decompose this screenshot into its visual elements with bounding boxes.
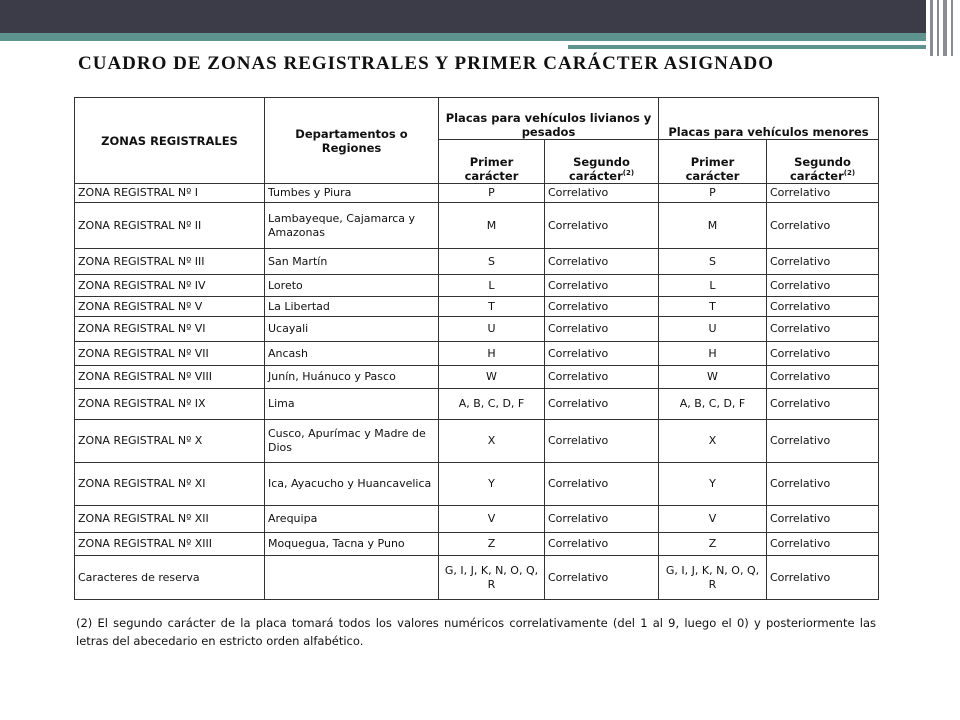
- cell-primer-menores: M: [659, 203, 767, 249]
- cell-departamento: Cusco, Apurímac y Madre de Dios: [265, 420, 439, 463]
- cell-zona: Caracteres de reserva: [75, 556, 265, 600]
- cell-primer-menores: P: [659, 184, 767, 203]
- cell-segundo-livianos: Correlativo: [545, 184, 659, 203]
- table-row: [75, 203, 879, 249]
- header-livianos: Placas para vehículos livianos y pesados: [439, 98, 659, 140]
- cell-zona: ZONA REGISTRAL Nº IX: [75, 389, 265, 420]
- cell-primer-menores: Z: [659, 533, 767, 556]
- cell-segundo-menores: Correlativo: [767, 275, 879, 297]
- cell-primer-livianos: S: [439, 249, 545, 275]
- cell-departamento: Tumbes y Piura: [265, 184, 439, 203]
- header-accent-line: [568, 45, 960, 49]
- cell-segundo-menores: Correlativo: [767, 463, 879, 506]
- cell-segundo-livianos: Correlativo: [545, 297, 659, 317]
- cell-primer-livianos: Z: [439, 533, 545, 556]
- cell-primer-menores: W: [659, 366, 767, 389]
- cell-zona: ZONA REGISTRAL Nº VIII: [75, 366, 265, 389]
- table-row: [75, 389, 879, 420]
- cell-primer-menores: S: [659, 249, 767, 275]
- header-band-teal: [0, 33, 960, 41]
- cell-segundo-livianos: Correlativo: [545, 275, 659, 297]
- cell-departamento: La Libertad: [265, 297, 439, 317]
- cell-zona: ZONA REGISTRAL Nº XII: [75, 506, 265, 533]
- cell-segundo-menores: Correlativo: [767, 317, 879, 342]
- cell-departamento: Arequipa: [265, 506, 439, 533]
- cell-primer-menores: X: [659, 420, 767, 463]
- cell-departamento: San Martín: [265, 249, 439, 275]
- header-menores: Placas para vehículos menores: [659, 98, 879, 140]
- cell-primer-livianos: U: [439, 317, 545, 342]
- cell-primer-livianos: P: [439, 184, 545, 203]
- cell-segundo-menores: Correlativo: [767, 342, 879, 366]
- table-row: [75, 184, 879, 203]
- cell-segundo-menores: Correlativo: [767, 203, 879, 249]
- cell-primer-livianos: G, I, J, K, N, O, Q, R: [439, 556, 545, 600]
- cell-primer-livianos: H: [439, 342, 545, 366]
- cell-zona: ZONA REGISTRAL Nº V: [75, 297, 265, 317]
- cell-primer-menores: A, B, C, D, F: [659, 389, 767, 420]
- cell-segundo-livianos: Correlativo: [545, 366, 659, 389]
- cell-segundo-livianos: Correlativo: [545, 203, 659, 249]
- table-row: [75, 297, 879, 317]
- cell-segundo-livianos: Correlativo: [545, 533, 659, 556]
- cell-primer-livianos: W: [439, 366, 545, 389]
- cell-primer-livianos: X: [439, 420, 545, 463]
- cell-segundo-menores: Correlativo: [767, 297, 879, 317]
- header-zonas: ZONAS REGISTRALES: [75, 98, 265, 184]
- cell-zona: ZONA REGISTRAL Nº VII: [75, 342, 265, 366]
- cell-segundo-menores: Correlativo: [767, 249, 879, 275]
- cell-segundo-menores: Correlativo: [767, 366, 879, 389]
- table-row: [75, 342, 879, 366]
- cell-departamento: Lima: [265, 389, 439, 420]
- header-segundo-livianos: Segundo carácter$^{(2)}$: [545, 140, 659, 184]
- table-row: [75, 275, 879, 297]
- page-title: CUADRO DE ZONAS REGISTRALES Y PRIMER CARÁCTER ASIGNADO: [78, 53, 775, 74]
- cell-primer-livianos: Y: [439, 463, 545, 506]
- cell-segundo-livianos: Correlativo: [545, 249, 659, 275]
- cell-zona: ZONA REGISTRAL Nº XI: [75, 463, 265, 506]
- table-row: [75, 366, 879, 389]
- cell-segundo-livianos: Correlativo: [545, 556, 659, 600]
- zonas-table: [74, 97, 879, 600]
- cell-primer-livianos: L: [439, 275, 545, 297]
- cell-zona: ZONA REGISTRAL Nº III: [75, 249, 265, 275]
- cell-segundo-livianos: Correlativo: [545, 420, 659, 463]
- table-row: [75, 533, 879, 556]
- cell-departamento: Lambayeque, Cajamarca y Amazonas: [265, 203, 439, 249]
- table-row: [75, 463, 879, 506]
- cell-segundo-menores: Correlativo: [767, 533, 879, 556]
- cell-primer-livianos: T: [439, 297, 545, 317]
- header-departamentos: Departamentos o Regiones: [265, 98, 439, 184]
- cell-segundo-livianos: Correlativo: [545, 317, 659, 342]
- cell-segundo-livianos: Correlativo: [545, 506, 659, 533]
- cell-primer-menores: H: [659, 342, 767, 366]
- cell-departamento: Junín, Huánuco y Pasco: [265, 366, 439, 389]
- cell-primer-menores: U: [659, 317, 767, 342]
- decorative-edge-lines: [926, 0, 960, 56]
- cell-zona: ZONA REGISTRAL Nº X: [75, 420, 265, 463]
- header-primer-menores: Primer carácter: [659, 140, 767, 184]
- cell-departamento: [265, 556, 439, 600]
- header-primer-livianos: Primer carácter: [439, 140, 545, 184]
- cell-departamento: Ancash: [265, 342, 439, 366]
- cell-segundo-livianos: Correlativo: [545, 342, 659, 366]
- cell-zona: ZONA REGISTRAL Nº XIII: [75, 533, 265, 556]
- footnote: (2) El segundo carácter de la placa tomará todos los valores numéricos correlativamente (del 1 al 9, luego el 0) y posteriormente las letras del abecedario en estricto orden alfabético.: [76, 616, 876, 648]
- cell-segundo-menores: Correlativo: [767, 556, 879, 600]
- table-row: [75, 420, 879, 463]
- cell-departamento: Ucayali: [265, 317, 439, 342]
- table-row: [75, 249, 879, 275]
- cell-zona: ZONA REGISTRAL Nº II: [75, 203, 265, 249]
- cell-zona: ZONA REGISTRAL Nº IV: [75, 275, 265, 297]
- table-row: [75, 317, 879, 342]
- cell-zona: ZONA REGISTRAL Nº VI: [75, 317, 265, 342]
- cell-departamento: Moquegua, Tacna y Puno: [265, 533, 439, 556]
- cell-segundo-livianos: Correlativo: [545, 463, 659, 506]
- header-segundo-menores: Segundo carácter$^{(2)}$: [767, 140, 879, 184]
- cell-primer-menores: V: [659, 506, 767, 533]
- table-row: [75, 506, 879, 533]
- cell-departamento: Loreto: [265, 275, 439, 297]
- cell-primer-livianos: M: [439, 203, 545, 249]
- cell-zona: ZONA REGISTRAL Nº I: [75, 184, 265, 203]
- table-row: [75, 556, 879, 600]
- cell-departamento: Ica, Ayacucho y Huancavelica: [265, 463, 439, 506]
- header-band-dark: [0, 0, 960, 33]
- cell-segundo-menores: Correlativo: [767, 184, 879, 203]
- cell-segundo-menores: Correlativo: [767, 506, 879, 533]
- cell-primer-livianos: V: [439, 506, 545, 533]
- cell-segundo-menores: Correlativo: [767, 420, 879, 463]
- cell-segundo-livianos: Correlativo: [545, 389, 659, 420]
- cell-primer-livianos: A, B, C, D, F: [439, 389, 545, 420]
- cell-primer-menores: G, I, J, K, N, O, Q, R: [659, 556, 767, 600]
- cell-primer-menores: L: [659, 275, 767, 297]
- cell-segundo-menores: Correlativo: [767, 389, 879, 420]
- cell-primer-menores: T: [659, 297, 767, 317]
- cell-primer-menores: Y: [659, 463, 767, 506]
